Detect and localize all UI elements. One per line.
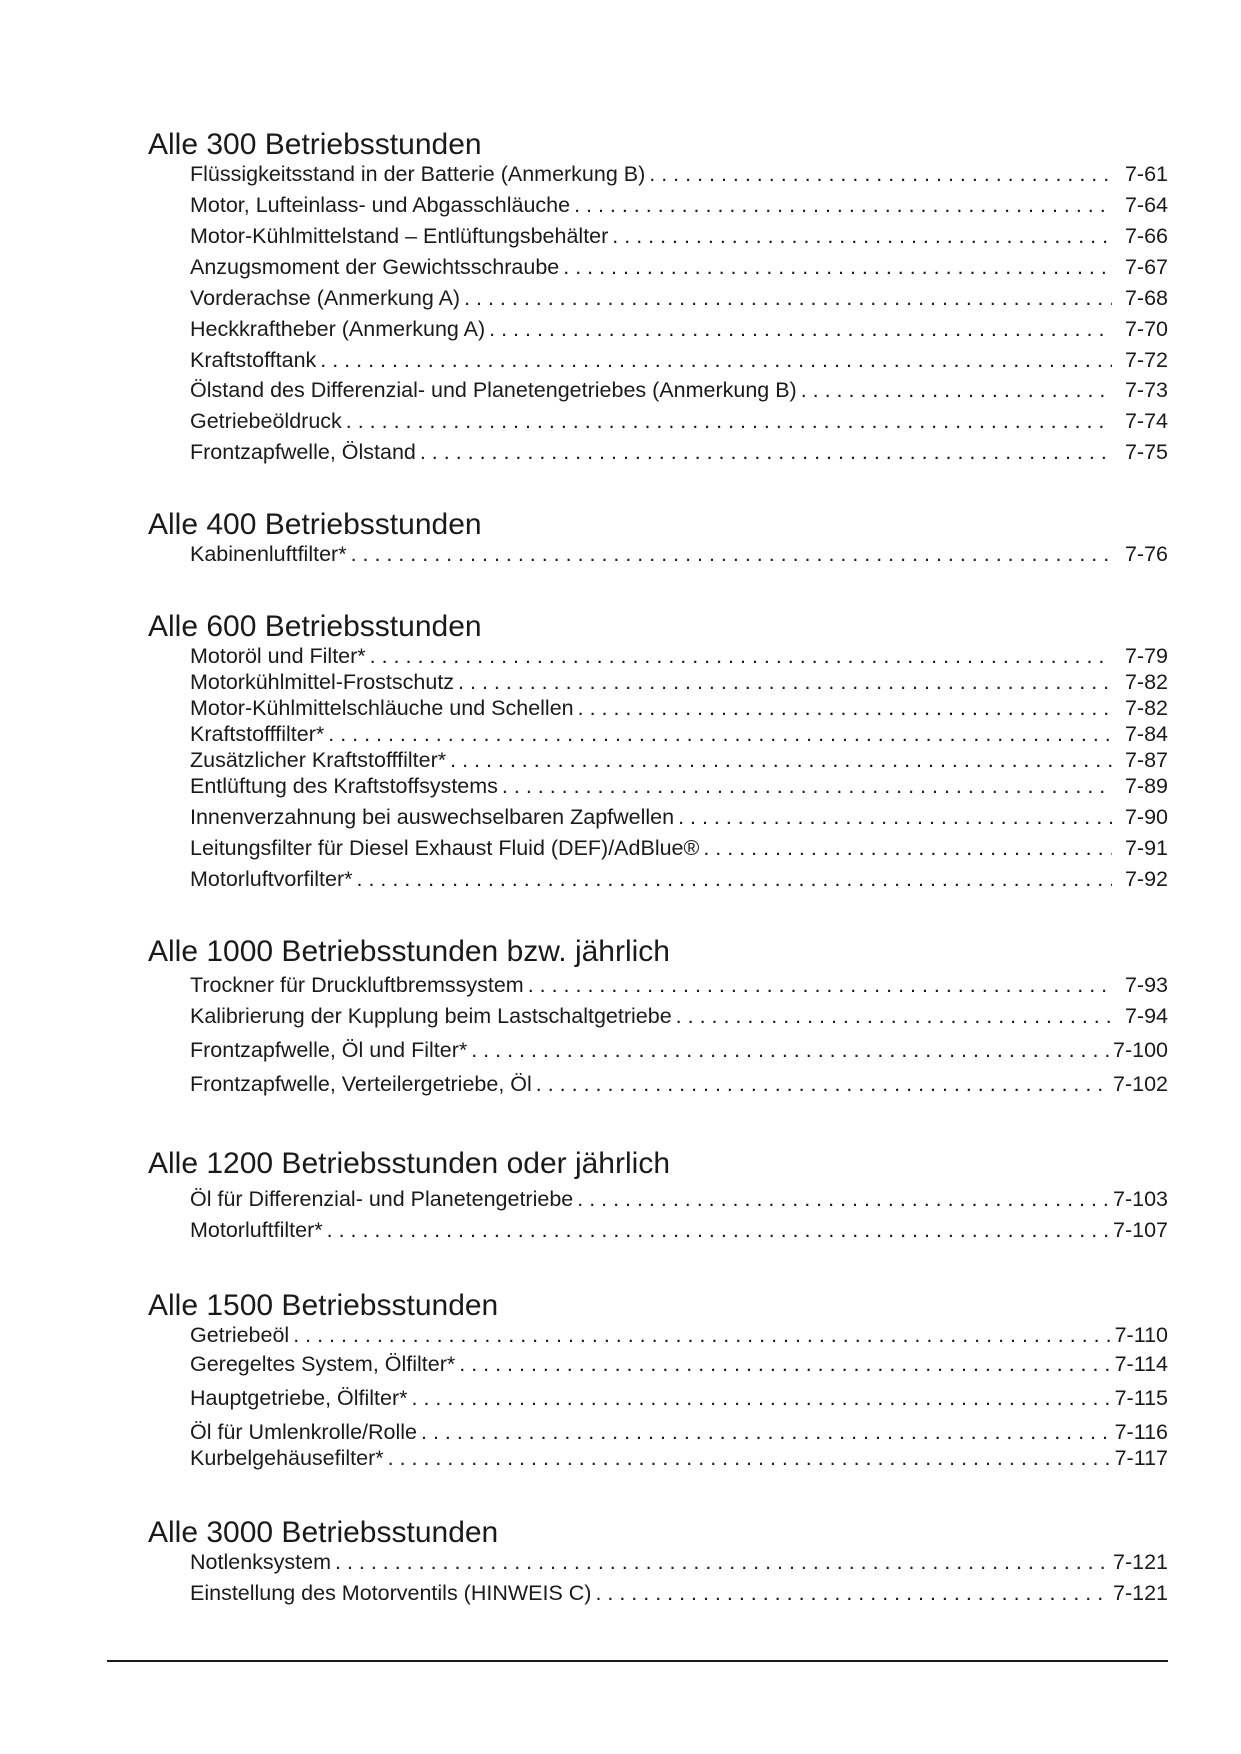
- entry-page: 7-67: [1124, 255, 1168, 279]
- toc-entry[interactable]: [190, 192, 1168, 218]
- toc-entry[interactable]: [190, 1351, 1168, 1377]
- dot-leader: [595, 1580, 1109, 1606]
- entry-page: 7-121: [1113, 1550, 1168, 1574]
- toc-entry[interactable]: [190, 223, 1168, 249]
- entry-label: Kalibrierung der Kupplung beim Lastschaltgetriebe: [190, 1004, 672, 1028]
- dot-leader: [357, 866, 1113, 892]
- entry-page: 7-115: [1114, 1386, 1168, 1410]
- dot-leader: [502, 773, 1112, 799]
- entry-page: 7-75: [1124, 440, 1168, 464]
- toc-entry[interactable]: [190, 1071, 1168, 1097]
- section-600: [148, 610, 1168, 891]
- toc-entry[interactable]: [190, 347, 1168, 373]
- dot-leader: [703, 835, 1112, 861]
- dot-leader: [458, 669, 1112, 695]
- dot-leader: [346, 408, 1112, 434]
- entry-label: Motor, Lufteinlass- und Abgasschläuche: [190, 193, 571, 217]
- entry-label: Getriebeöldruck: [190, 409, 342, 433]
- section-title: Alle 300 Betriebsstunden: [148, 128, 482, 161]
- entry-page: 7-84: [1124, 722, 1168, 746]
- dot-leader: [327, 1217, 1109, 1243]
- dot-leader: [471, 1037, 1109, 1063]
- toc-entry[interactable]: [190, 804, 1168, 830]
- section-title: Alle 400 Betriebsstunden: [148, 508, 482, 541]
- toc-entry[interactable]: [190, 721, 1168, 747]
- entry-label: Heckkraftheber (Anmerkung A): [190, 317, 486, 341]
- dot-leader: [676, 1003, 1112, 1029]
- entry-page: 7-103: [1113, 1187, 1168, 1211]
- toc-entry[interactable]: [190, 377, 1168, 403]
- toc-entry[interactable]: [190, 669, 1168, 695]
- entry-label: Frontzapfwelle, Ölstand: [190, 440, 416, 464]
- entry-label: Öl für Differenzial- und Planetengetriebe: [190, 1187, 574, 1211]
- dot-leader: [335, 1549, 1109, 1575]
- entry-page: 7-92: [1124, 867, 1168, 891]
- toc-entry[interactable]: [190, 1186, 1168, 1212]
- entry-page: 7-107: [1113, 1218, 1168, 1242]
- entry-label: Notlenksystem: [190, 1550, 331, 1574]
- entry-label: Motor-Kühlmittelschläuche und Schellen: [190, 696, 574, 720]
- dot-leader: [801, 377, 1112, 403]
- entry-page: 7-73: [1124, 378, 1168, 402]
- toc-entry[interactable]: [190, 1037, 1168, 1063]
- dot-leader: [320, 347, 1112, 373]
- entry-page: 7-102: [1113, 1072, 1168, 1096]
- dot-leader: [577, 1186, 1109, 1212]
- entry-label: Hauptgetriebe, Ölfilter*: [190, 1386, 408, 1410]
- dot-leader: [612, 223, 1112, 249]
- toc-entry[interactable]: [190, 643, 1168, 669]
- footer-rule: [107, 1660, 1168, 1662]
- entry-label: Geregeltes System, Ölfilter*: [190, 1352, 456, 1376]
- section-3000: [148, 1516, 1168, 1605]
- toc-entry[interactable]: [190, 285, 1168, 311]
- entry-page: 7-90: [1124, 805, 1168, 829]
- section-1200: [148, 1147, 1168, 1242]
- section-1000: [148, 935, 1168, 1096]
- entry-page: 7-68: [1124, 286, 1168, 310]
- dot-leader: [649, 161, 1112, 187]
- toc-entry[interactable]: [190, 1445, 1168, 1471]
- toc-entry[interactable]: [190, 1580, 1168, 1606]
- dot-leader: [464, 285, 1112, 311]
- dot-leader: [536, 1071, 1109, 1097]
- toc-entry[interactable]: [190, 541, 1168, 567]
- dot-leader: [293, 1322, 1110, 1348]
- toc-entry[interactable]: [190, 866, 1168, 892]
- entry-page: 7-121: [1113, 1581, 1168, 1605]
- entry-label: Flüssigkeitsstand in der Batterie (Anmerkung B): [190, 162, 646, 186]
- dot-leader: [412, 1385, 1111, 1411]
- entry-page: 7-116: [1114, 1420, 1168, 1444]
- entry-label: Entlüftung des Kraftstoffsystems: [190, 774, 498, 798]
- entry-label: Öl für Umlenkrolle/Rolle: [190, 1420, 418, 1444]
- entry-label: Frontzapfwelle, Öl und Filter*: [190, 1038, 468, 1062]
- dot-leader: [563, 254, 1112, 280]
- toc-entry[interactable]: [190, 1549, 1168, 1575]
- entry-page: 7-110: [1114, 1323, 1168, 1347]
- entry-page: 7-87: [1124, 748, 1168, 772]
- entry-page: 7-76: [1124, 542, 1168, 566]
- dot-leader: [420, 439, 1112, 465]
- entry-page: 7-91: [1124, 836, 1168, 860]
- toc-entry[interactable]: [190, 439, 1168, 465]
- section-300: [148, 128, 1168, 464]
- entry-label: Trockner für Druckluftbremssystem: [190, 973, 524, 997]
- dot-leader: [528, 972, 1112, 998]
- entry-page: 7-82: [1124, 670, 1168, 694]
- entry-label: Getriebeöl: [190, 1323, 290, 1347]
- dot-leader: [388, 1445, 1111, 1471]
- entry-page: 7-64: [1124, 193, 1168, 217]
- section-400: [148, 508, 1168, 566]
- entry-label: Motor-Kühlmittelstand – Entlüftungsbehälter: [190, 224, 609, 248]
- entry-label: Motoröl und Filter*: [190, 644, 366, 668]
- entry-label: Einstellung des Motorventils (HINWEIS C): [190, 1581, 592, 1605]
- entry-label: Leitungsfilter für Diesel Exhaust Fluid (DEF)/AdBlue®: [190, 836, 700, 860]
- entry-page: 7-82: [1124, 696, 1168, 720]
- toc-entry[interactable]: [190, 1322, 1168, 1348]
- toc-entry[interactable]: [190, 1003, 1168, 1029]
- dot-leader: [328, 721, 1112, 747]
- dot-leader: [351, 541, 1112, 567]
- dot-leader: [421, 1419, 1111, 1445]
- toc-entry[interactable]: [190, 1217, 1168, 1243]
- toc-entry[interactable]: [190, 1385, 1168, 1411]
- entry-label: Motorluftfilter*: [190, 1218, 323, 1242]
- entry-label: Motorluftvorfilter*: [190, 867, 353, 891]
- entry-page: 7-72: [1124, 348, 1168, 372]
- toc-entry[interactable]: [190, 695, 1168, 721]
- entry-page: 7-114: [1114, 1352, 1168, 1376]
- entry-page: 7-74: [1124, 409, 1168, 433]
- entry-page: 7-117: [1114, 1446, 1168, 1470]
- entry-label: Zusätzlicher Kraftstofffilter*: [190, 748, 447, 772]
- entry-page: 7-61: [1124, 162, 1168, 186]
- toc-entry[interactable]: [190, 773, 1168, 799]
- entry-label: Vorderachse (Anmerkung A): [190, 286, 461, 310]
- toc-entry[interactable]: [190, 161, 1168, 187]
- entry-label: Innenverzahnung bei auswechselbaren Zapfwellen: [190, 805, 675, 829]
- dot-leader: [578, 695, 1112, 721]
- section-title: Alle 1000 Betriebsstunden bzw. jährlich: [148, 935, 670, 968]
- entry-page: 7-94: [1124, 1004, 1168, 1028]
- toc-entry[interactable]: [190, 316, 1168, 342]
- entry-page: 7-66: [1124, 224, 1168, 248]
- toc-entry[interactable]: [190, 408, 1168, 434]
- entry-label: Kurbelgehäusefilter*: [190, 1446, 384, 1470]
- toc-entry[interactable]: [190, 835, 1168, 861]
- toc-entry[interactable]: [190, 972, 1168, 998]
- entry-label: Kabinenluftfilter*: [190, 542, 347, 566]
- entry-label: Ölstand des Differenzial- und Planetengetriebes (Anmerkung B): [190, 378, 797, 402]
- entry-label: Anzugsmoment der Gewichtsschraube: [190, 255, 560, 279]
- entry-label: Kraftstofftank: [190, 348, 317, 372]
- dot-leader: [459, 1351, 1110, 1377]
- section-title: Alle 1500 Betriebsstunden: [148, 1289, 499, 1322]
- section-title: Alle 3000 Betriebsstunden: [148, 1516, 499, 1549]
- dot-leader: [370, 643, 1112, 669]
- dot-leader: [489, 316, 1112, 342]
- entry-page: 7-79: [1124, 644, 1168, 668]
- dot-leader: [574, 192, 1112, 218]
- entry-page: 7-100: [1113, 1038, 1168, 1062]
- toc-entry[interactable]: [190, 254, 1168, 280]
- entry-label: Frontzapfwelle, Verteilergetriebe, Öl: [190, 1072, 532, 1096]
- entry-page: 7-93: [1124, 973, 1168, 997]
- entry-page: 7-89: [1124, 774, 1168, 798]
- entry-label: Motorkühlmittel-Frostschutz: [190, 670, 455, 694]
- dot-leader: [450, 747, 1112, 773]
- dot-leader: [678, 804, 1112, 830]
- toc-entry[interactable]: [190, 1419, 1168, 1445]
- section-title: Alle 1200 Betriebsstunden oder jährlich: [148, 1147, 670, 1180]
- toc-entry[interactable]: [190, 747, 1168, 773]
- section-title: Alle 600 Betriebsstunden: [148, 610, 482, 643]
- entry-label: Kraftstofffilter*: [190, 722, 325, 746]
- entry-page: 7-70: [1124, 317, 1168, 341]
- section-1500: [148, 1289, 1168, 1470]
